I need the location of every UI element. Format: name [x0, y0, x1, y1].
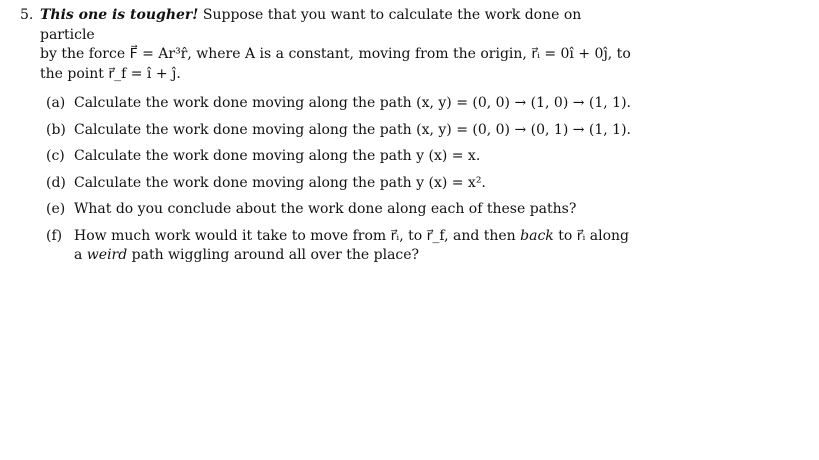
- part-text: Calculate the work done moving along the path (x, y) = (0, 0) → (0, 1) → (1, 1).: [74, 121, 632, 138]
- statement-line-2: by the force F⃗ = Ar³r̂, where A is a constant, moving from the origin, r⃗ᵢ = 0î + 0ĵ, to: [40, 46, 631, 62]
- part-text: Calculate the work done moving along the path y (x) = x.: [74, 148, 481, 164]
- problem-5: [20, 6, 640, 273]
- problem-title: This one is tougher!: [40, 7, 199, 23]
- part-a: [20, 94, 640, 114]
- problem-statement: [40, 6, 640, 84]
- part-c: [20, 147, 640, 167]
- part-d: [20, 174, 640, 194]
- part-f: [20, 227, 640, 266]
- part-emphasis-weird: weird: [86, 247, 128, 263]
- part-text: What do you conclude about the work done along each of these paths?: [74, 201, 577, 217]
- part-label: (f): [46, 227, 63, 244]
- part-label: (d): [46, 174, 66, 191]
- subparts-list: [20, 94, 640, 266]
- part-text-after: path wiggling around all over the place?: [127, 247, 420, 263]
- part-text: Calculate the work done moving along the path y (x) = x².: [74, 174, 486, 191]
- part-label: (a): [46, 95, 66, 111]
- part-text-before: How much work would it take to move from r⃗ᵢ, to r⃗_f, and then: [74, 227, 521, 244]
- part-text-middle: to r⃗ᵢ along a: [74, 227, 629, 263]
- part-text: Calculate the work done moving along the path (x, y) = (0, 0) → (1, 0) → (1, 1).: [74, 95, 632, 111]
- part-label: (b): [46, 121, 66, 138]
- part-emphasis-back: back: [520, 227, 554, 244]
- problem-number: 5.: [20, 7, 34, 23]
- part-b: [20, 121, 640, 141]
- statement-line-3: the point r⃗_f = î + ĵ.: [40, 65, 181, 82]
- part-e: [20, 200, 640, 220]
- part-label: (c): [46, 148, 65, 164]
- part-label: (e): [46, 201, 66, 217]
- statement-line-1: Suppose that you want to calculate the work done on particle: [40, 7, 582, 43]
